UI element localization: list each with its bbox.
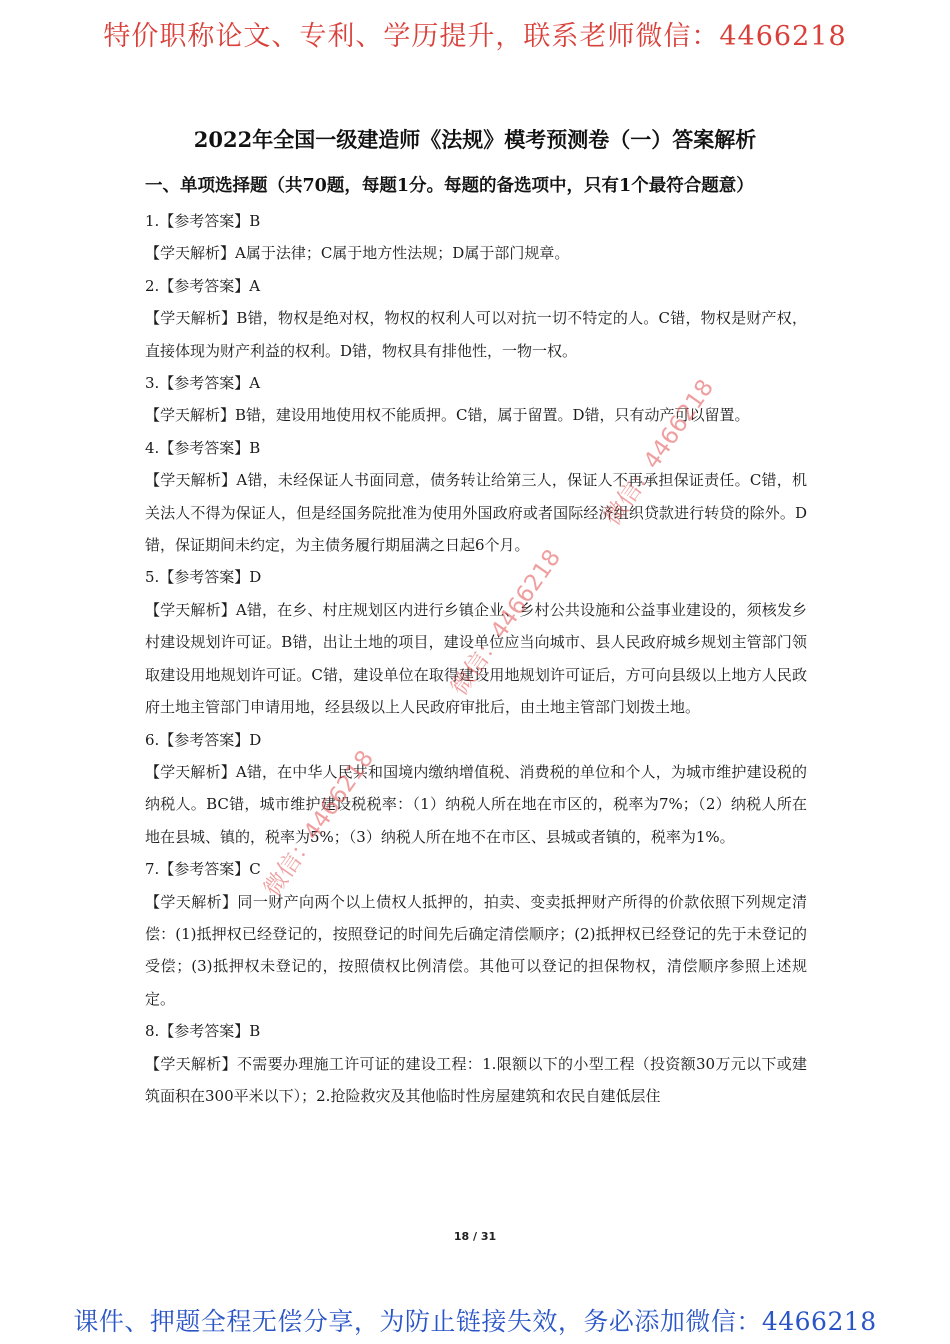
analysis-paragraph-3: 【学天解析】B错，建设用地使用权不能质押。C错，属于留置。D错，只有动产可以留置。 (145, 406, 750, 425)
answer-content (145, 205, 807, 1112)
document-title: 2022年全国一级建造师《法规》模考预测卷（一）答案解析 (193, 127, 757, 152)
answer-line-4: 4.【参考答案】B (145, 438, 261, 457)
analysis-paragraph-7: 【学天解析】同一财产向两个以上债权人抵押的，拍卖、变卖抵押财产所得的价款依照下列规定清偿：(1)抵押权已经登记的，按照登记的时间先后确定清偿顺序；(2)抵押权已经登记的先于未登记的受偿；(3)抵押权未登记的，按照债权比例清偿。其他可以登记的担保物权，清偿顺序参照上述规定。 (145, 892, 807, 1008)
analysis-paragraph-6: 【学天解析】A错，在中华人民共和国境内缴纳增值税、消费税的单位和个人，为城市维护建设税的纳税人。BC错，城市维护建设税税率：（1）纳税人所在地在市区的，税率为7%；（2）纳税人所在地在县城、镇的，税率为5%；（3）纳税人所在地不在市区、县城或者镇的，税率为1%。 (145, 762, 807, 846)
watermark-text: 微信：4466218 (446, 545, 567, 701)
answer-line-8: 8.【参考答案】B (145, 1022, 261, 1041)
analysis-paragraph-5: 【学天解析】A错，在乡、村庄规划区内进行乡镇企业、乡村公共设施和公益事业建设的，须核发乡村建设规划许可证。B错，出让土地的项目，建设单位应当向城市、县人民政府城乡规划主管部门领取建设用地规划许可证。C错，建设单位在取得建设用地规划许可证后，方可向县级以上地方人民政府土地主管部门申请用地，经县级以上人民政府审批后，由土地主管部门划拨土地。 (145, 600, 807, 717)
footer-banner: 课件、押题全程无偿分享，为防止链接失效，务必添加微信：4466218 (73, 1307, 877, 1336)
answer-line-6: 6.【参考答案】D (145, 730, 262, 749)
answer-line-1: 1.【参考答案】B (145, 212, 261, 230)
analysis-paragraph-1: 【学天解析】A属于法律；C属于地方性法规；D属于部门规章。 (145, 244, 570, 263)
answer-line-2: 2.【参考答案】A (145, 276, 261, 295)
watermark-text: 微信：4466218 (259, 746, 380, 902)
analysis-paragraph-2: 【学天解析】B错，物权是绝对权，物权的权利人可以对抗一切不特定的人。C错，物权是财产权，直接体现为财产利益的权利。D错，物权具有排他性，一物一权。 (145, 309, 807, 360)
watermark-text: 微信：4466218 (599, 375, 720, 531)
analysis-paragraph-4: 【学天解析】A错，未经保证人书面同意，债务转让给第三人，保证人不再承担保证责任。C错，机关法人不得为保证人，但是经国务院批准为使用外国政府或者国际经济组织贷款进行转贷的除外。D错，保证期间未约定，为主债务履行期届满之日起6个月。 (145, 471, 807, 555)
answer-line-3: 3.【参考答案】A (145, 374, 261, 393)
answer-line-7: 7.【参考答案】C (145, 860, 261, 879)
answer-line-5: 5.【参考答案】D (145, 568, 262, 587)
section-heading: 一、单项选择题（共70题，每题1分。每题的备选项中，只有1个最符合题意） (145, 176, 754, 196)
page-number: 18 / 31 (453, 1230, 497, 1243)
header-banner: 特价职称论文、专利、学历提升，联系老师微信：4466218 (103, 21, 847, 52)
analysis-paragraph-8: 【学天解析】不需要办理施工许可证的建设工程：1.限额以下的小型工程（投资额30万元以下或建筑面积在300平米以下）；2.抢险救灾及其他临时性房屋建筑和农民自建低层住 (145, 1054, 807, 1105)
